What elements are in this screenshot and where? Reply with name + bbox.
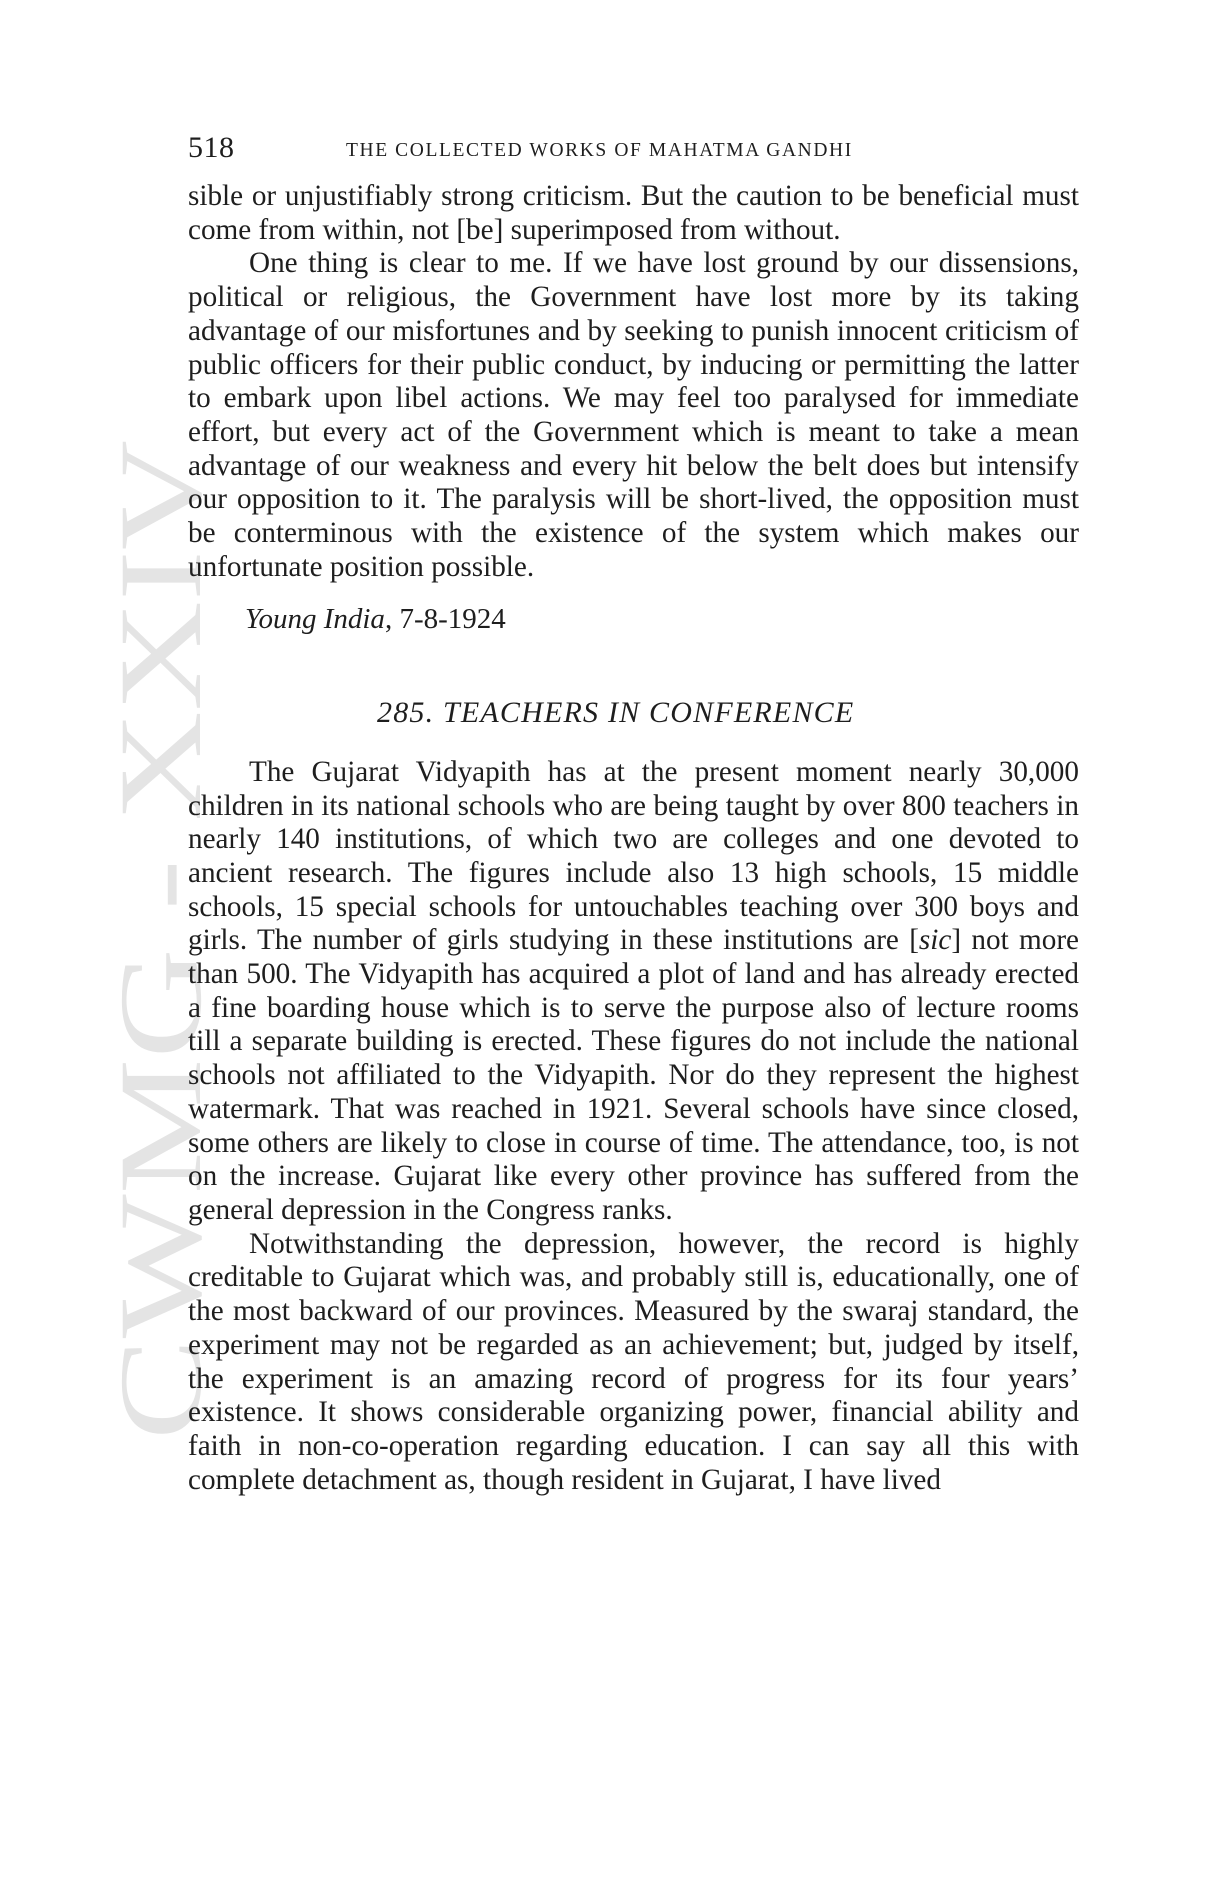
page-number: 518 — [188, 131, 235, 164]
running-title: THE COLLECTED WORKS OF MAHATMA GANDHI — [346, 140, 853, 161]
citation-date: , 7-8-1924 — [384, 603, 506, 636]
paragraph: One thing is clear to me. If we have lost ground by our dissensions, political or religious, the Government have lost more by its taking advantage of our misfortunes and by seeking to punish innocent criticism of public officers for their public conduct, by inducing or permitting the latter to embark upon libel actions. We may feel too paralysed for immediate effort, but every act of the Government which is meant to take a mean advantage of our weakness and every hit below the belt does but intensify our opposition to it. The paralysis will be short-lived, the opposition must be conterminous with the existence of the system which makes our unfortunate position possible. — [188, 247, 1079, 583]
sic-note: sic — [918, 924, 952, 957]
paragraph-text: ] not more than 500. The Vidyapith has acquired a plot of land and has already erected a fine boarding house which is to serve the purpose also of lecture rooms till a separate building is erected. These figures do not include the national schools not affiliated to the Vidyapith. Nor do they represent the highest watermark. That was reached in 1921. Several schools have since closed, some others are likely to close in course of time. The attendance, too, is not on the increase. Gujarat like every other province has suffered from the general depression in the Congress ranks. — [188, 924, 1079, 1226]
page-header — [188, 131, 1083, 171]
paragraph — [188, 756, 1079, 1228]
paragraph-text: The Gujarat Vidyapith has at the present moment nearly 30,000 children in its national schools who are being taught by over 800 teachers in nearly 140 institutions, of which two are colleges and one devoted to ancient research. The figures include also 13 high schools, 15 middle schools, 15 special schools for untouchables teaching over 300 boys and girls. The number of girls studying in these institutions are [ — [188, 755, 1079, 957]
section-title: 285. TEACHERS IN CONFERENCE — [377, 696, 855, 730]
watermark-text: CWMG - XXIV — [95, 666, 226, 1440]
source-citation — [245, 603, 1079, 637]
paragraph: Notwithstanding the depression, however, the record is highly creditable to Gujarat which was, and probably still is, educationally, one of the most backward of our provinces. Measured by the swaraj standard, the experiment may not be regarded as an achievement; but, judged by itself, the experiment is an amazing record of progress for its four years’ existence. It shows considerable organizing power, financial ability and faith in non-co-operation regarding education. I can say all this with complete detachment as, though resident in Gujarat, I have lived — [188, 1227, 1079, 1496]
body-text — [188, 180, 1079, 1497]
continuation-paragraph: sible or unjustifiably strong criticism. But the caution to be beneficial must come from within, not [be] superimposed from without. — [188, 180, 1079, 246]
citation-source: Young India — [245, 603, 385, 636]
